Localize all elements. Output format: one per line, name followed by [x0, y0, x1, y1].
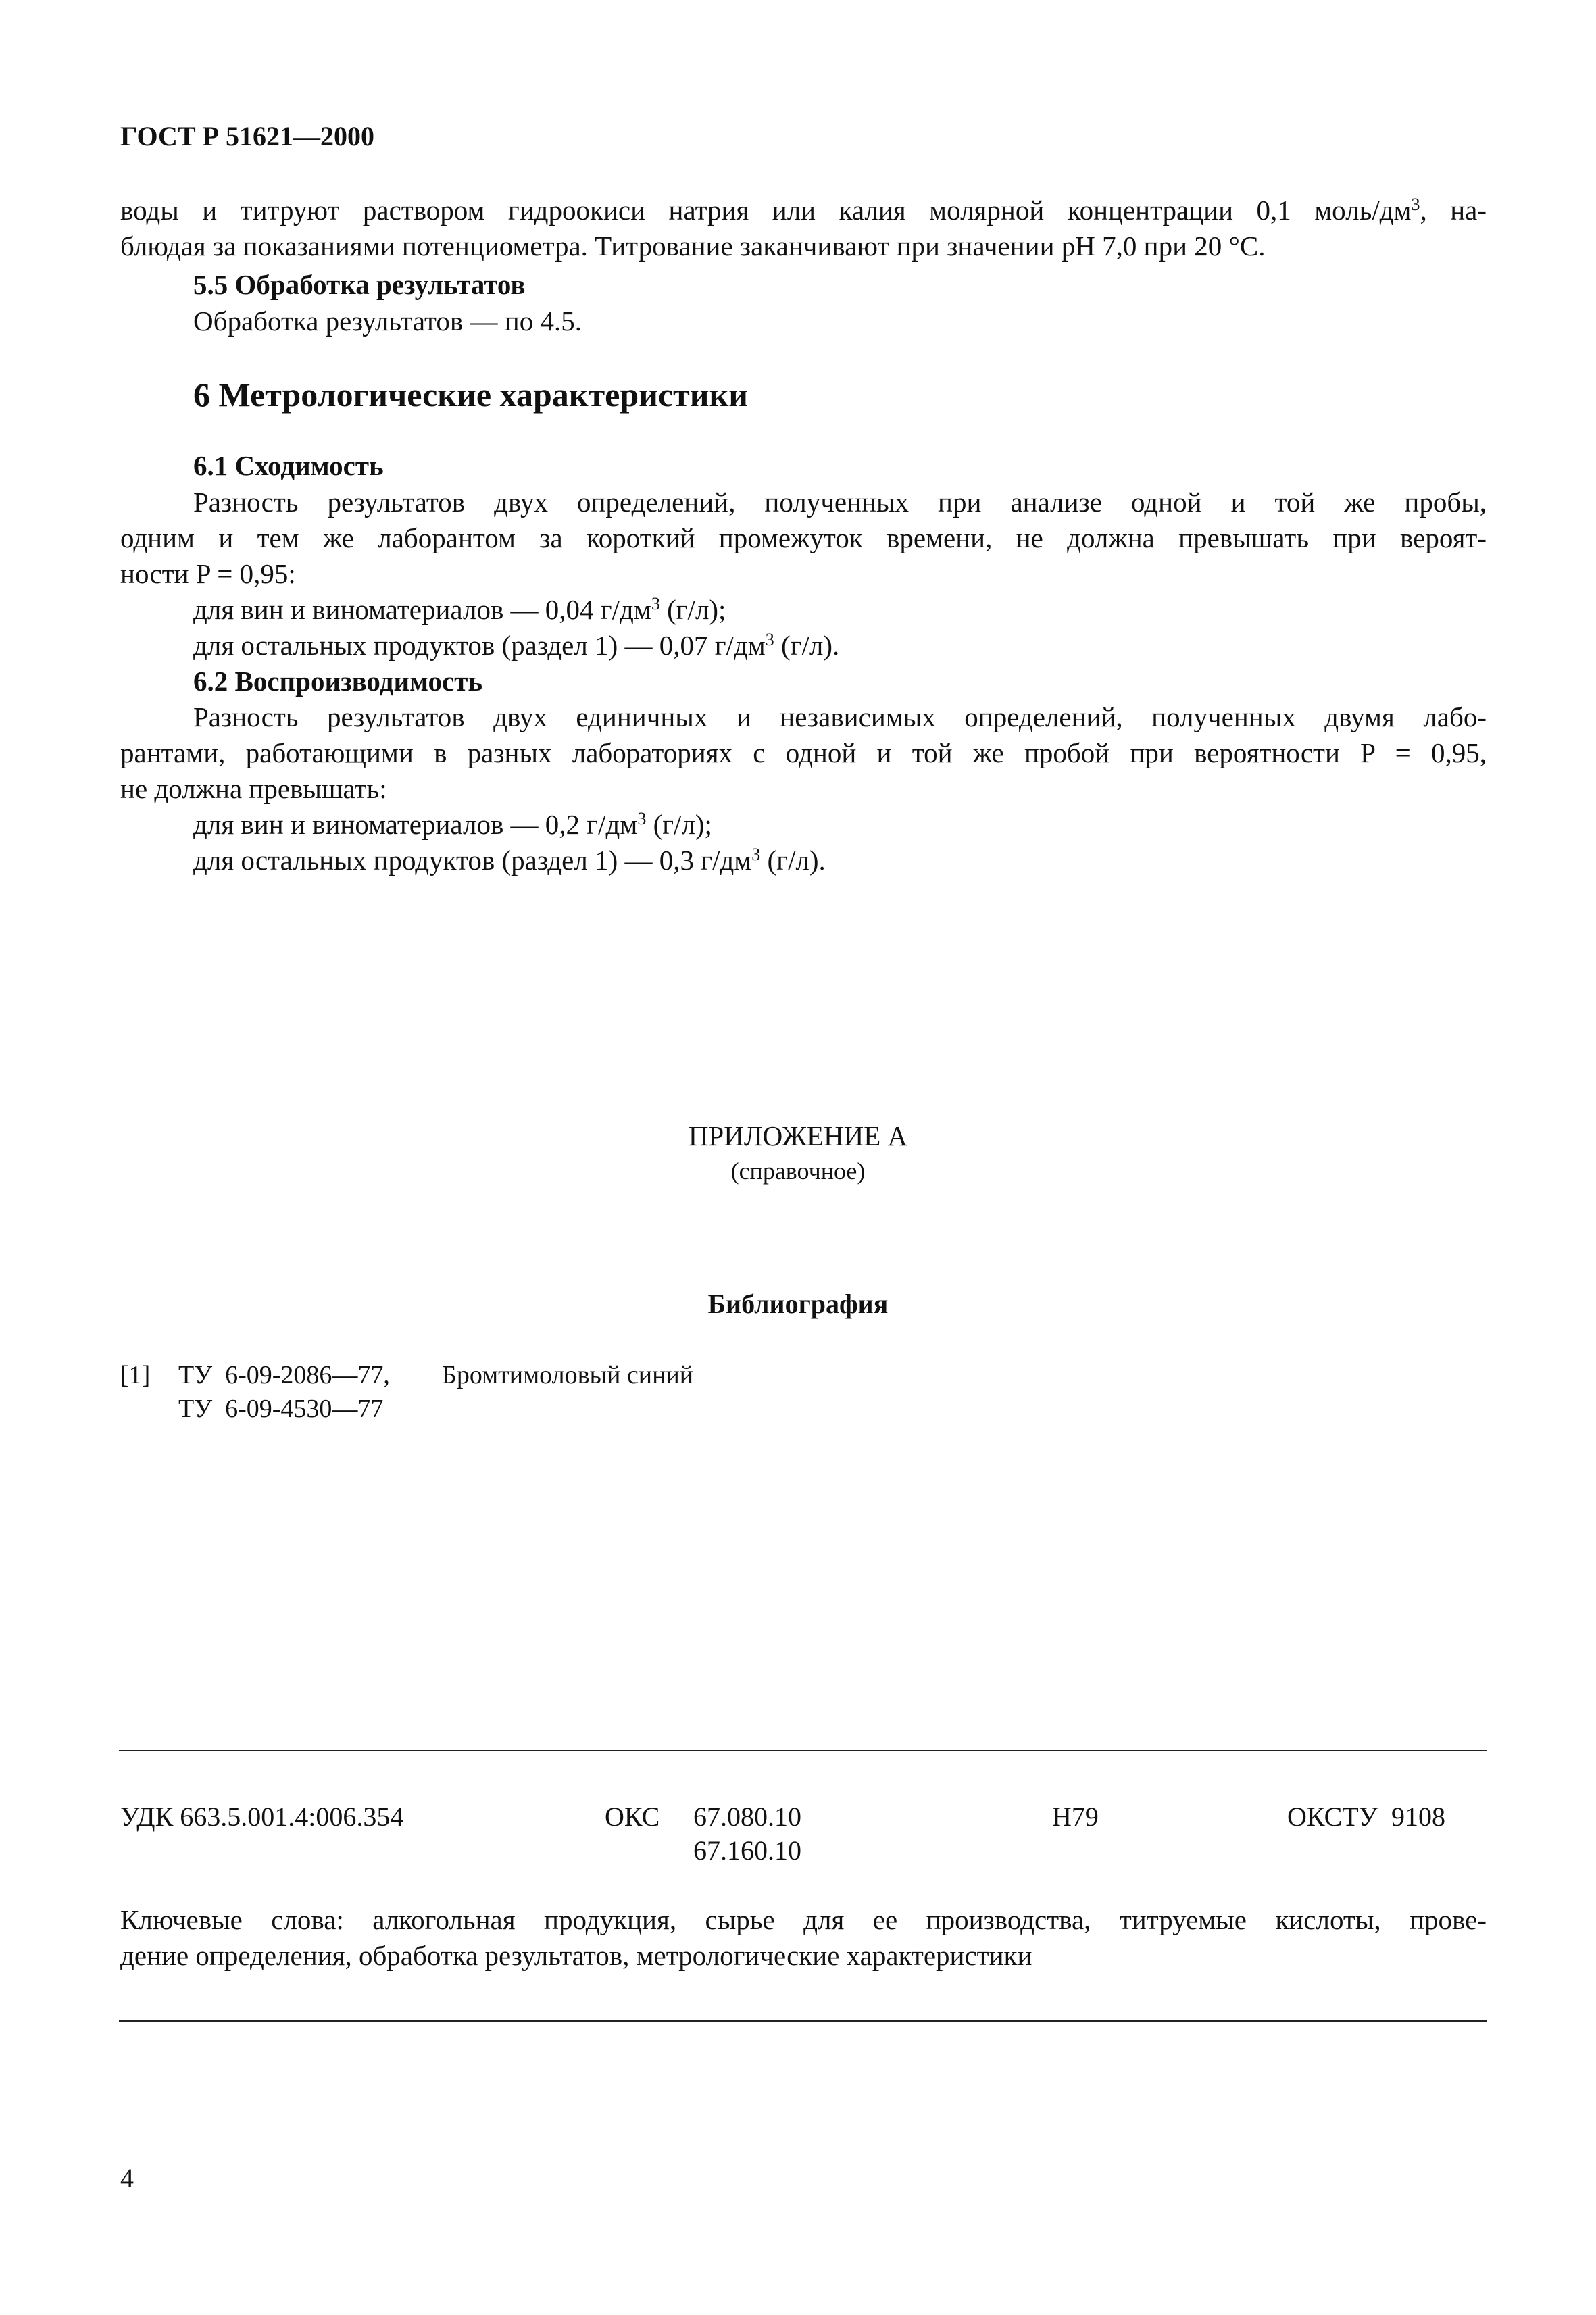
continuation-line-1: воды и титруют раствором гидроокиси натрия или калия молярной концентрации 0,1 моль/$дм^3$, на-: [120, 195, 1487, 226]
section-6-1-title: 6.1 Сходимость: [193, 450, 384, 481]
section-6-2-paragraph: [120, 699, 1487, 807]
section-5-5-text: Обработка результатов — по 4.5.: [193, 305, 582, 337]
s62-line-2: рантами, работающими в разных лабораториях с одной и той же пробой при вероятности P = 0,95,: [120, 737, 1487, 768]
reference-code-2: ТУ 6-09-4530—77: [178, 1395, 384, 1423]
bibliography-title: Библиография: [707, 1289, 889, 1319]
s62-line-1: Разность результатов двух единичных и независимых определений, полученных двумя лабо-: [193, 701, 1487, 732]
section-6-1-paragraph: [120, 484, 1487, 592]
page-number: 4: [120, 2163, 134, 2193]
oks-code-2: 67.160.10: [693, 1835, 801, 1866]
continuation-line-2: блюдая за показаниями потенциометра. Титрование заканчивают при значении pH 7,0 при 20 °C.: [120, 230, 1266, 262]
section-5-5-title: 5.5 Обработка результатов: [193, 269, 526, 300]
category-code: Н79: [1052, 1801, 1099, 1832]
document-header: ГОСТ Р 51621—2000: [120, 121, 375, 151]
appendix-subtitle: (справочное): [730, 1158, 866, 1185]
s62-line-3: не должна превышать:: [120, 773, 387, 804]
keywords: [120, 1902, 1487, 1974]
reference-number: [1]: [120, 1361, 151, 1389]
udk-code: УДК 663.5.001.4:006.354: [120, 1801, 404, 1832]
appendix-title: ПРИЛОЖЕНИЕ А: [688, 1120, 908, 1151]
paragraph-continuation: [120, 193, 1487, 264]
keywords-line-1: Ключевые слова: алкогольная продукция, сырье для ее производства, титруемые кислоты, прове-: [120, 1904, 1487, 1935]
s61-item-1: для вин и виноматериалов — 0,04 $г/дм^3$ (г/л);: [193, 594, 726, 625]
s61-line-2: одним и тем же лаборантом за короткий промежуток времени, не должна превышать при вероят-: [120, 522, 1487, 553]
oks-label: ОКС: [605, 1801, 660, 1832]
oks-code-1: 67.080.10: [693, 1801, 801, 1832]
s62-item-1: для вин и виноматериалов — 0,2 $г/дм^3$ (г/л);: [193, 809, 712, 840]
s61-item-2: для остальных продуктов (раздел 1) — 0,07 $г/дм^3$ (г/л).: [193, 630, 840, 661]
footer-rule-top: [119, 1750, 1487, 1751]
s62-item-2: для остальных продуктов (раздел 1) — 0,3 $г/дм^3$ (г/л).: [193, 845, 826, 876]
reference-name: Бромтимоловый синий: [442, 1361, 694, 1389]
section-6-title: 6 Метрологические характеристики: [193, 376, 749, 414]
okstu-code: ОКСТУ 9108: [1287, 1801, 1446, 1832]
keywords-line-2: дение определения, обработка результатов, метрологические характеристики: [120, 1940, 1032, 1971]
s61-line-1: Разность результатов двух определений, полученных при анализе одной и той же пробы,: [193, 487, 1487, 518]
reference-code-1: ТУ 6-09-2086—77,: [178, 1361, 390, 1389]
s61-line-3: ности P = 0,95:: [120, 558, 296, 589]
section-6-2-title: 6.2 Воспроизводимость: [193, 666, 483, 697]
footer-rule-bottom: [119, 2020, 1487, 2022]
